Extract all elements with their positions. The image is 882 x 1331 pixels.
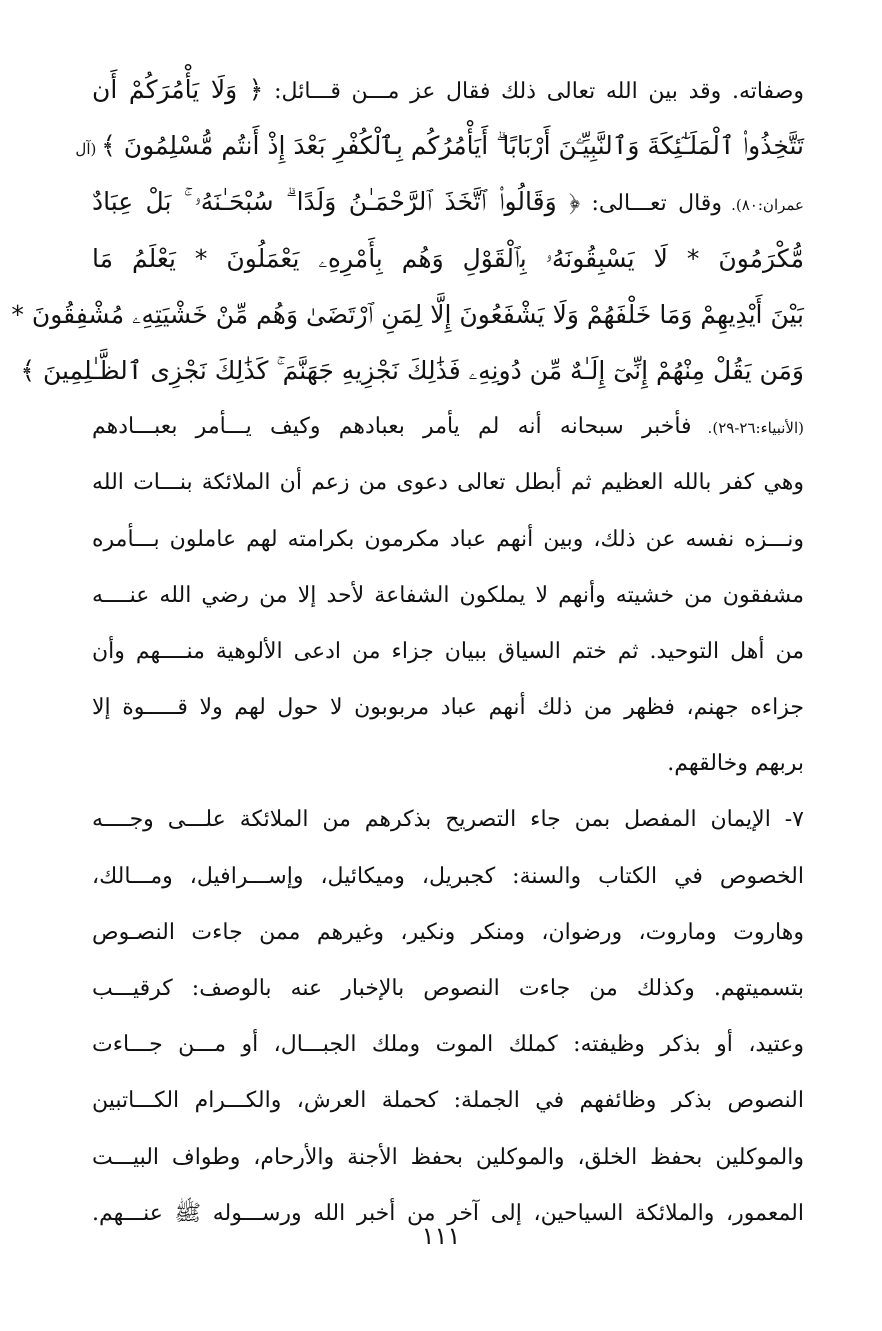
text-line: النصوص بذكر وظائفهم في الجملة: كحملة العرش، والكـــرام الكـــاتبين [92, 1088, 804, 1114]
text-line: وعتيد، أو بذكر وظيفته: كملك الموت وملك الجبـــال، أو مـــن جـــاءت [92, 1032, 804, 1058]
text-line: عمران:٨٠). وقال تعـــالى: ﴿ وَقَالُوا۟ ٱتَّخَذَ ٱلرَّحْمَـٰنُ وَلَدًا ۗ سُبْحَـٰنَهُۥ ۚ بَلْ عِبَادٌ [92, 187, 805, 217]
verse-reference: (آل [75, 140, 102, 159]
verse-reference: عمران:٨٠). [721, 196, 805, 215]
verse-reference: (الأنبياء:٢٦-٢٩). [691, 419, 804, 438]
text-line: ونـــزه نفسه عن ذلك، وبين أنهم عباد مكرمون بكرامته لهم عاملون بـــأمره [92, 526, 804, 552]
text-line: والموكلين بحفظ الخلق، والموكلين بحفظ الأجنة والأرحام، وطواف البيـــت [92, 1144, 804, 1170]
text-line: ٧- الإيمان المفصل بمن جاء التصريح بذكرهم من الملائكة علـــى وجــــه [92, 807, 804, 833]
text-line [92, 231, 804, 287]
page-number: ١١١ [421, 1222, 461, 1250]
text-line: المعمور، والملائكة السياحين، إلى آخر من أخبر الله ورســـوله ﷺ عنـــهم. [92, 1200, 804, 1226]
text-line: وهي كفر بالله العظيم ثم أبطل تعالى دعوى من زعم أن الملائكة بنـــات الله [92, 470, 804, 496]
text-line [75, 118, 804, 174]
text-line: من أهل التوحيد. ثم ختم السياق ببيان جزاء من ادعى الألوهية منــــهم وأن [92, 638, 804, 664]
text-line: وصفاته. وقد بين الله تعالى ذلك فقال عز مـــن قـــائل: ﴿ وَلَا يَأْمُرَكُمْ أَن [92, 75, 804, 104]
quran-verse: وَمَن يَقُلْ مِنْهُمْ إِنِّىٓ إِلَـٰهٌ مِّن دُونِهِۦ فَذَٰلِكَ نَجْزِيهِ جَهَنَّمَ ۚ كَذَٰلِكَ نَجْزِى ٱلظَّـٰلِمِينَ ﴾ [20, 355, 804, 385]
text-line: بربهم وخالقهم. [667, 751, 804, 777]
text-line: مشفقون من خشيته وأنهم لا يملكون الشفاعة لأحد إلا من رضي الله عنــــه [92, 582, 804, 608]
text-line [20, 343, 804, 399]
text-line: (الأنبياء:٢٦-٢٩). فأخبر سبحانه أنه لم يأمر بعبادهم وكيف يـــأمر بعبـــادهم [92, 414, 804, 440]
quran-verse: بَيْنَ أَيْدِيهِمْ وَمَا خَلْفَهُمْ وَلَا يَشْفَعُونَ إِلَّا لِمَنِ ٱرْتَضَىٰ وَهُم مِّنْ خَشْيَتِهِۦ مُشْفِقُونَ * [11, 299, 804, 329]
page-body [11, 62, 805, 1242]
quran-verse: ﴿ وَقَالُوا۟ ٱتَّخَذَ ٱلرَّحْمَـٰنُ وَلَدًا ۗ سُبْحَـٰنَهُۥ ۚ بَلْ عِبَادٌ [92, 187, 581, 217]
quran-verse: تَتَّخِذُوا۟ ٱلْمَلَـٰٓئِكَةَ وَٱلنَّبِيِّـۧنَ أَرْبَابًا ۗ أَيَأْمُرُكُم بِٱلْكُفْرِ بَعْدَ إِذْ أَنتُم مُّسْلِمُونَ ﴾ [101, 131, 804, 161]
text-line [11, 287, 804, 343]
text-line: جزاءه جهنم، فظهر من ذلك أنهم عباد مربوبون لا حول لهم ولا قـــــوة إلا [92, 695, 804, 721]
text-line: بتسميتهم. وكذلك من جاءت النصوص بالإخبار عنه بالوصف: كرقيـــب [92, 976, 804, 1001]
text-line: وهاروت وماروت، ورضوان، ومنكر ونكير، وغيرهم ممن جاءت النصـوص [92, 919, 804, 945]
quran-verse: ﴿ وَلَا يَأْمُرَكُمْ أَن [92, 75, 264, 104]
text-line: الخصوص في الكتاب والسنة: كجبريل، وميكائيل، وإســـرافيل، ومـــالك، [92, 863, 804, 889]
quran-verse: مُّكْرَمُونَ * لَا يَسْبِقُونَهُۥ بِٱلْقَوْلِ وَهُم بِأَمْرِهِۦ يَعْمَلُونَ * يَعْلَمُ مَا [92, 243, 804, 273]
